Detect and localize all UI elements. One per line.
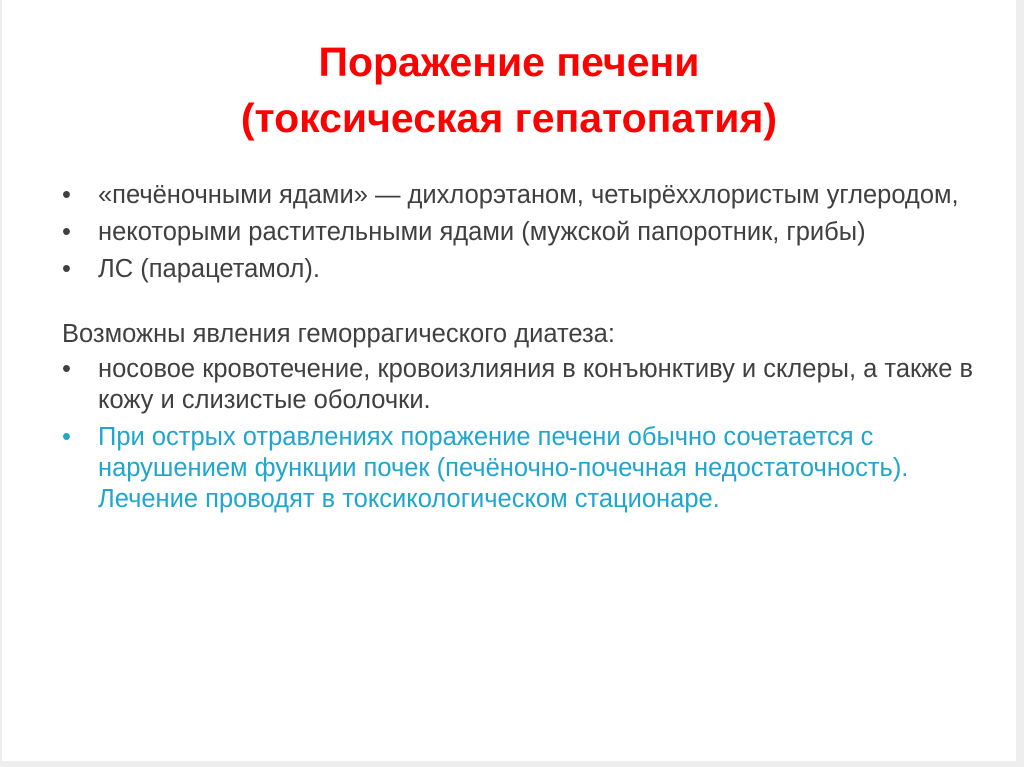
title-line-2: (токсическая гепатопатия): [240, 95, 778, 141]
slide-body: [62, 180, 982, 521]
bullet-icon: •: [62, 255, 71, 283]
list-item-text: «печёночными ядами» — дихлорэтаном, четырёххлористым углеродом,: [98, 181, 959, 209]
list-item: [62, 217, 982, 248]
bullet-icon: •: [62, 181, 71, 209]
list-item-text: ЛС (парацетамол).: [98, 255, 320, 283]
list-item-text: некоторыми растительными ядами (мужской папоротник, грибы): [98, 218, 866, 246]
title-line-1: Поражение печени: [318, 39, 700, 85]
highlighted-list-item: [62, 422, 982, 515]
slide-title: [2, 34, 1016, 146]
list-item: [62, 180, 982, 211]
bullet-icon: •: [62, 423, 71, 451]
poison-list: [62, 180, 982, 285]
bullet-icon: •: [62, 355, 71, 383]
highlighted-item-text: При острых отравлениях поражение печени обычно сочетается с нарушением функции почек (печёночно-почечная недостаточность). Лечение проводят в токсикологическом стационаре.: [98, 423, 909, 513]
slide: [2, 0, 1016, 761]
bullet-icon: •: [62, 218, 71, 246]
symptom-list: [62, 354, 982, 515]
list-item-text: носовое кровотечение, кровоизлияния в конъюнктиву и склеры, а также в кожу и слизистые оболочки.: [98, 355, 974, 414]
diathesis-paragraph: Возможны явления геморрагического диатеза:: [62, 320, 615, 348]
list-item: [62, 354, 982, 416]
list-item: [62, 254, 982, 285]
